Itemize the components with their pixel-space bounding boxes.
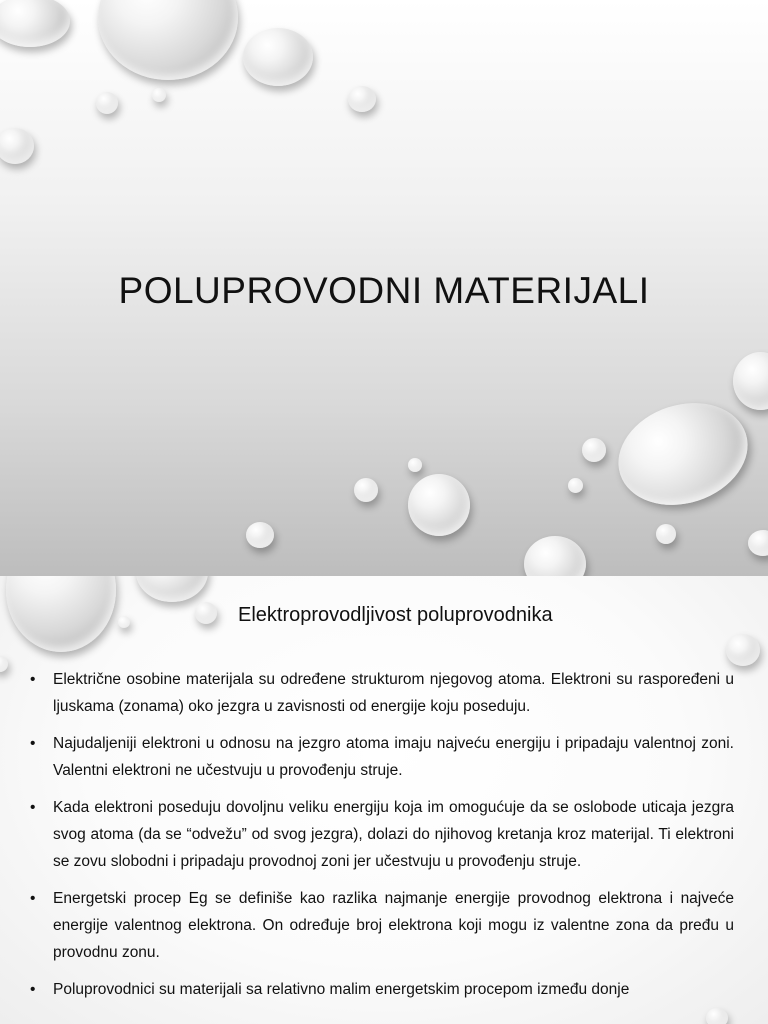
slide-title: POLUPROVODNI MATERIJALI [118, 270, 650, 311]
water-drop-decoration [605, 387, 761, 521]
list-item [30, 976, 734, 1003]
water-drop-decoration [152, 88, 166, 102]
bullet-icon: • [30, 671, 36, 688]
bullet-icon: • [30, 735, 36, 752]
water-drop-decoration [524, 536, 586, 576]
water-drop-decoration [726, 634, 760, 666]
list-item [30, 666, 734, 720]
water-drop-decoration [98, 0, 238, 80]
bullet-text: Kada elektroni poseduju dovoljnu veliku energiju koja im omogućuje da se oslobode uticaja jezgra svog atoma (da se “odvežu” od svog jezgra), dolazi do njihovog kretanja kroz materijal. Ti elektroni se zovu slobodni i pripadaju provodnoj zoni jer učestvuju u provođenju struje. [53, 799, 734, 870]
content-slide [0, 576, 768, 1024]
water-drop-decoration [0, 656, 8, 672]
water-drop-decoration [246, 522, 274, 548]
water-drop-decoration [0, 128, 34, 164]
bullet-text: Najudaljeniji elektroni u odnosu na jezgro atoma imaju najveću energiju i pripadaju valentnoj zoni. Valentni elektroni ne učestvuju u provođenju struje. [53, 735, 734, 779]
water-drop-decoration [0, 0, 70, 47]
water-drop-decoration [354, 478, 378, 502]
water-drop-decoration [748, 530, 768, 556]
water-drop-decoration [733, 352, 768, 410]
water-drop-decoration [408, 474, 470, 536]
water-drop-decoration [568, 478, 583, 493]
water-drop-decoration [96, 92, 118, 114]
list-item [30, 885, 734, 966]
bullet-icon: • [30, 890, 36, 907]
water-drop-decoration [243, 28, 313, 86]
water-drop-decoration [195, 602, 217, 624]
water-drop-decoration [656, 524, 676, 544]
bullet-text: Električne osobine materijala su određene strukturom njegovog atoma. Elektroni su raspoređeni u ljuskama (zonama) oko jezgra u zavisnosti od energije koju poseduju. [53, 671, 734, 715]
water-drop-decoration [408, 458, 422, 472]
water-drop-decoration [136, 576, 208, 602]
bullet-text: Poluprovodnici su materijali sa relativno malim energetskim procepom između donje [53, 981, 630, 998]
list-item [30, 730, 734, 784]
bullet-text: Energetski procep Eg se definiše kao razlika najmanje energije provodnog elektrona i najveće energije valentnog elektrona. On određuje broj elektrona koji mogu iz valentne zona da pređu u provodnu zonu. [53, 890, 734, 961]
water-drop-decoration [118, 616, 130, 628]
list-item [30, 794, 734, 875]
water-drop-decoration [6, 576, 116, 652]
water-drop-decoration [348, 86, 376, 112]
section-heading: Elektroprovodljivost poluprovodnika [238, 604, 553, 626]
bullet-icon: • [30, 799, 36, 816]
bullet-list [30, 666, 734, 1013]
water-drop-decoration [582, 438, 606, 462]
bullet-icon: • [30, 981, 36, 998]
